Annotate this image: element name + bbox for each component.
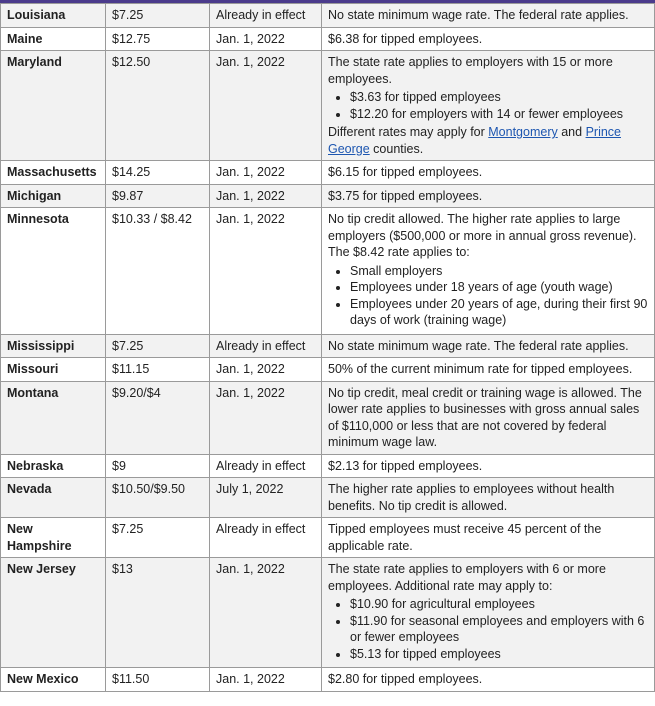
notes-cell: The higher rate applies to employees without health benefits. No tip credit is allowed. [322, 478, 655, 518]
table-row [1, 208, 655, 335]
effective-date-cell: July 1, 2022 [210, 478, 322, 518]
state-cell: Maryland [1, 51, 106, 161]
state-cell: Massachusetts [1, 161, 106, 185]
table-row [1, 27, 655, 51]
rate-cell: $12.50 [106, 51, 210, 161]
table-row [1, 184, 655, 208]
notes-footnote [328, 124, 648, 157]
notes-text: The state rate applies to employers with 15 or more employees. [328, 55, 613, 86]
table-row [1, 161, 655, 185]
rate-cell: $11.15 [106, 358, 210, 382]
rate-cell: $12.75 [106, 27, 210, 51]
notes-cell: $2.13 for tipped employees. [322, 454, 655, 478]
notes-text: No tip credit allowed. The higher rate applies to large employers ($500,000 or more in annual gross revenue). The $8.42 rate applies to: [328, 212, 637, 259]
effective-date-cell: Jan. 1, 2022 [210, 27, 322, 51]
notes-cell: $6.15 for tipped employees. [322, 161, 655, 185]
rate-cell: $9 [106, 454, 210, 478]
table-row [1, 334, 655, 358]
state-cell: Minnesota [1, 208, 106, 335]
rate-cell: $7.25 [106, 4, 210, 28]
effective-date-cell: Already in effect [210, 4, 322, 28]
list-item: • $10.90 for agricultural employees [350, 596, 648, 613]
list-item: • $5.13 for tipped employees [350, 646, 648, 663]
montgomery-link[interactable]: Montgomery [488, 125, 558, 139]
notes-cell: $3.75 for tipped employees. [322, 184, 655, 208]
table-row [1, 454, 655, 478]
state-cell: Nebraska [1, 454, 106, 478]
notes-cell: No state minimum wage rate. The federal rate applies. [322, 4, 655, 28]
rate-cell: $7.25 [106, 334, 210, 358]
table-row [1, 478, 655, 518]
state-cell: Maine [1, 27, 106, 51]
table-row [1, 4, 655, 28]
list-item: • Small employers [350, 263, 648, 280]
notes-cell: Tipped employees must receive 45 percent of the applicable rate. [322, 518, 655, 558]
footnote-text: and [557, 125, 586, 139]
notes-list [328, 263, 648, 329]
rate-cell: $9.87 [106, 184, 210, 208]
effective-date-cell: Jan. 1, 2022 [210, 381, 322, 454]
minimum-wage-table [0, 3, 655, 692]
table-row [1, 51, 655, 161]
state-cell: New Hampshire [1, 518, 106, 558]
effective-date-cell: Jan. 1, 2022 [210, 208, 322, 335]
effective-date-cell: Jan. 1, 2022 [210, 668, 322, 692]
state-cell: Louisiana [1, 4, 106, 28]
footnote-text: Different rates may apply for [328, 125, 489, 139]
effective-date-cell: Jan. 1, 2022 [210, 358, 322, 382]
rate-cell: $9.20/$4 [106, 381, 210, 454]
state-cell: New Jersey [1, 558, 106, 668]
rate-cell: $14.25 [106, 161, 210, 185]
effective-date-cell: Already in effect [210, 518, 322, 558]
rate-cell: $10.50/$9.50 [106, 478, 210, 518]
state-cell: Montana [1, 381, 106, 454]
effective-date-cell: Jan. 1, 2022 [210, 161, 322, 185]
effective-date-cell: Already in effect [210, 334, 322, 358]
rate-cell: $13 [106, 558, 210, 668]
prince-george-link[interactable]: Prince George [328, 125, 621, 156]
notes-cell [322, 208, 655, 335]
effective-date-cell: Jan. 1, 2022 [210, 51, 322, 161]
table-row [1, 358, 655, 382]
list-item: • Employees under 20 years of age, during their first 90 days of work (training wage) [350, 296, 648, 329]
table-row [1, 558, 655, 668]
rate-cell: $7.25 [106, 518, 210, 558]
table-row [1, 381, 655, 454]
list-item: • $3.63 for tipped employees [350, 89, 648, 106]
notes-cell: No state minimum wage rate. The federal rate applies. [322, 334, 655, 358]
effective-date-cell: Jan. 1, 2022 [210, 558, 322, 668]
list-item: • Employees under 18 years of age (youth wage) [350, 279, 648, 296]
state-cell: Mississippi [1, 334, 106, 358]
rate-cell: $10.33 / $8.42 [106, 208, 210, 335]
rate-cell: $11.50 [106, 668, 210, 692]
footnote-text: counties. [369, 141, 424, 156]
notes-list [328, 596, 648, 662]
list-item: • $11.90 for seasonal employees and employers with 6 or fewer employees [350, 613, 648, 646]
notes-list [328, 89, 648, 122]
state-cell: Michigan [1, 184, 106, 208]
notes-cell: $6.38 for tipped employees. [322, 27, 655, 51]
state-cell: Missouri [1, 358, 106, 382]
notes-cell [322, 51, 655, 161]
state-cell: Nevada [1, 478, 106, 518]
notes-cell: 50% of the current minimum rate for tipped employees. [322, 358, 655, 382]
list-item: • $12.20 for employers with 14 or fewer employees [350, 106, 648, 123]
table-row [1, 518, 655, 558]
notes-cell: $2.80 for tipped employees. [322, 668, 655, 692]
table-row [1, 668, 655, 692]
notes-cell: No tip credit, meal credit or training wage is allowed. The lower rate applies to businesses with gross annual sales of $110,000 or less that are not covered by federal minimum wage law. [322, 381, 655, 454]
effective-date-cell: Jan. 1, 2022 [210, 184, 322, 208]
notes-text: The state rate applies to employers with 6 or more employees. Additional rate may apply to: [328, 562, 606, 593]
state-cell: New Mexico [1, 668, 106, 692]
effective-date-cell: Already in effect [210, 454, 322, 478]
notes-cell [322, 558, 655, 668]
